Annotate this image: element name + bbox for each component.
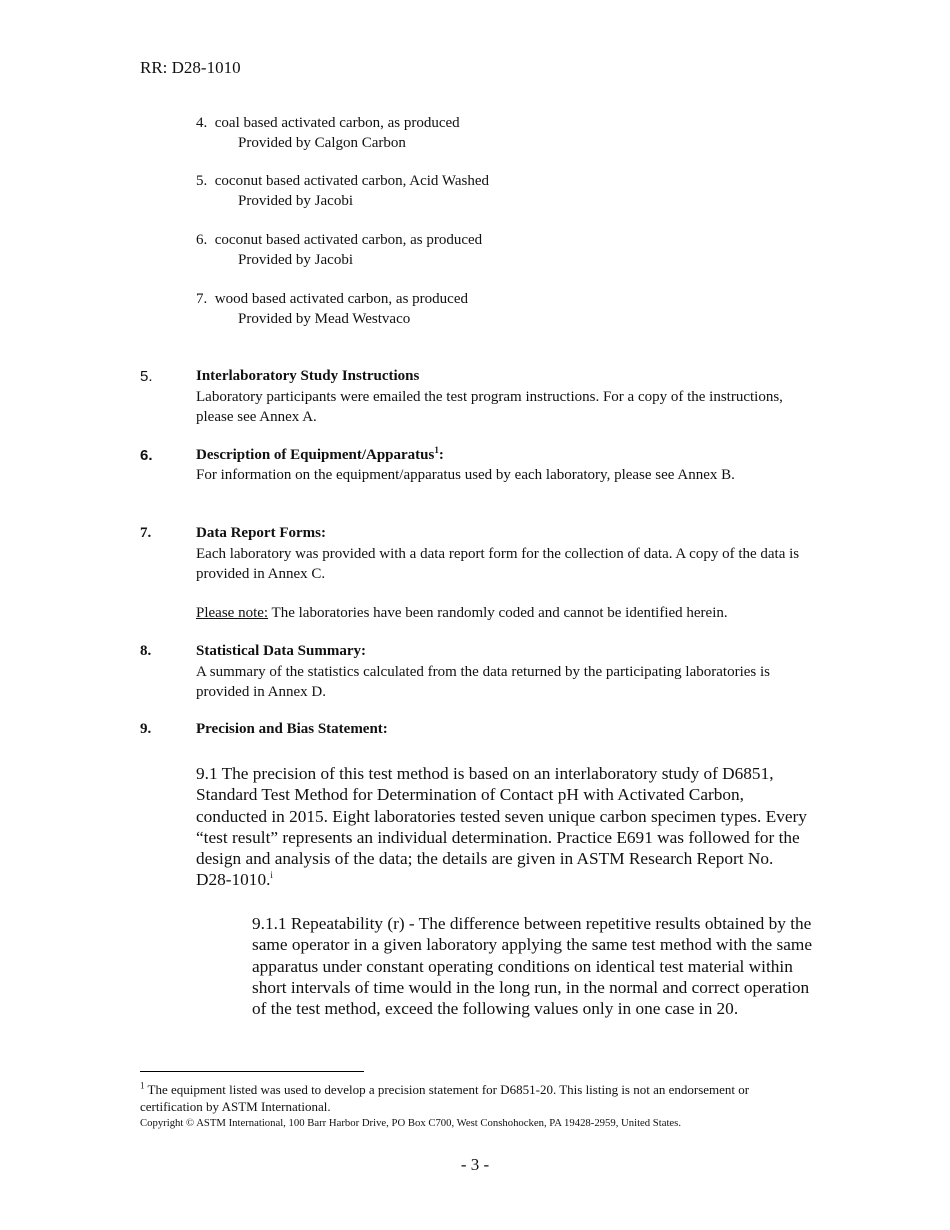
item-number: 4.: [196, 115, 208, 131]
section-6-body: For information on the equipment/apparatus used by each laboratory, please see Annex B.: [196, 467, 735, 483]
section-7-title: Data Report Forms:: [196, 525, 326, 541]
item-provider: Provided by Jacobi: [238, 252, 353, 268]
section-6-title-text: Description of Equipment/Apparatus: [196, 447, 435, 463]
item-description: coconut based activated carbon, Acid Washed: [214, 173, 489, 189]
item-provider: Provided by Jacobi: [238, 193, 353, 209]
list-item: [196, 289, 468, 329]
section-5-number: 5.: [140, 368, 153, 385]
section-8-body: A summary of the statistics calculated from the data returned by the participating laboratories is provided in Annex D.: [196, 664, 770, 700]
item-provider: Provided by Mead Westvaco: [238, 311, 411, 327]
section-7-body: Each laboratory was provided with a data report form for the collection of data. A copy of the data is provided in Annex C.: [196, 546, 800, 582]
item-provider: Provided by Calgon Carbon: [238, 135, 406, 151]
item-number: 5.: [196, 173, 208, 189]
section-9-title: Precision and Bias Statement:: [196, 721, 388, 737]
section-6-title-suffix: :: [438, 447, 444, 463]
item-number: 6.: [196, 232, 208, 248]
footnote-text: The equipment listed was used to develop a precision statement for D6851-20. This listing is not an endorsement or certification by ASTM International.: [140, 1082, 750, 1114]
copyright-notice: Copyright © ASTM International, 100 Barr Harbor Drive, PO Box C700, West Conshohocken, PA 19428-2959, United States.: [140, 1117, 682, 1129]
section-5-title: Interlaboratory Study Instructions: [196, 368, 420, 384]
list-item: [196, 230, 482, 270]
note-label: Please note:: [196, 605, 269, 621]
section-8-number: 8.: [140, 643, 152, 659]
list-item: [196, 171, 489, 211]
report-header: RR: D28-1010: [140, 58, 241, 77]
list-item: [196, 113, 460, 153]
item-number: 7.: [196, 291, 208, 307]
footnote-mark: 1: [140, 1080, 145, 1091]
section-5-body: Laboratory participants were emailed the test program instructions. For a copy of the instructions, please see Annex A.: [196, 389, 783, 425]
item-description: wood based activated carbon, as produced: [214, 291, 468, 307]
paragraph-9-1: [196, 763, 808, 891]
paragraph-9-1-text: 9.1 The precision of this test method is based on an interlaboratory study of D6851, Standard Test Method for Determination of Contact pH with Activated Carbon, conducted in 2015. Eight laboratories tested seven unique carbon specimen types. Every “test result” represents an individual determination. Practice E691 was followed for the design and analysis of the data; the details are given in ASTM Research Report No. D28-1010.: [196, 764, 807, 890]
section-7-note: [196, 604, 816, 624]
endnote-ref: i: [270, 870, 273, 881]
paragraph-9-1-1: 9.1.1 Repeatability (r) - The difference between repetitive results obtained by the same operator in a given laboratory applying the same test method with the same apparatus under constant operating conditions on identical test material within short intervals of time would in the long run, in the normal and correct operation of the test method, exceed the following values only in one case in 20.: [252, 914, 813, 1019]
footnote: [140, 1081, 790, 1115]
section-8-title: Statistical Data Summary:: [196, 643, 366, 659]
item-description: coconut based activated carbon, as produced: [214, 232, 483, 248]
section-6-title: [196, 447, 444, 464]
page-number: - 3 -: [460, 1155, 490, 1174]
footnote-divider: [140, 1071, 364, 1072]
note-text: The laboratories have been randomly coded and cannot be identified herein.: [268, 605, 728, 621]
item-description: coal based activated carbon, as produced: [214, 115, 460, 131]
section-7-number: 7.: [140, 525, 152, 541]
section-9-number: 9.: [140, 721, 152, 737]
section-6-number: 6.: [140, 447, 153, 464]
footnote-ref: 1: [434, 445, 439, 455]
